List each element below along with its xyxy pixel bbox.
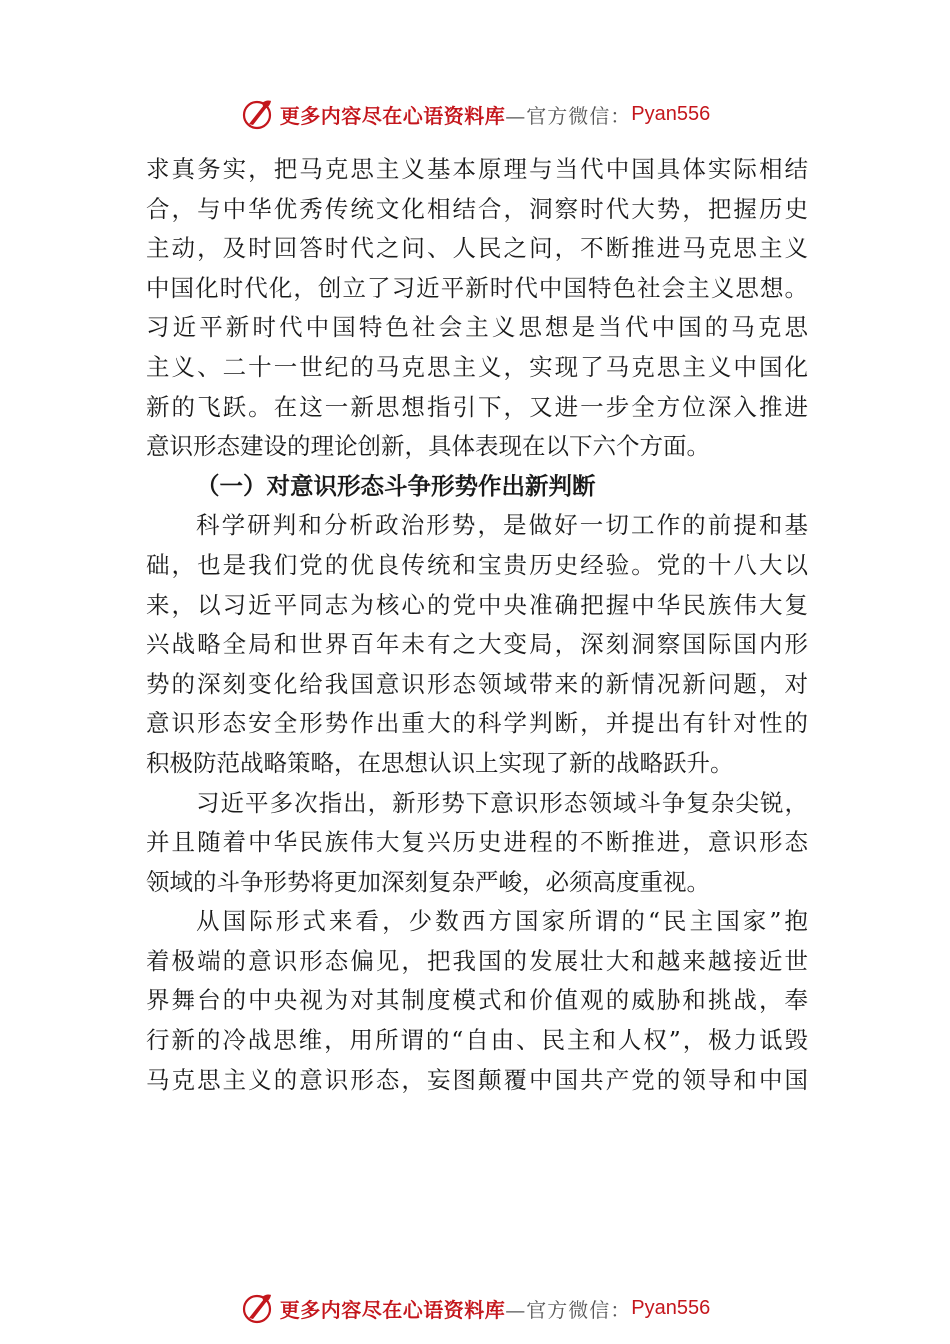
- banner-wechat-label: —官方微信：: [505, 1297, 632, 1322]
- paragraph-line: 兴战略全局和世界百年未有之大变局，深刻洞察国际国内形: [146, 630, 808, 659]
- quill-logo-icon: [240, 97, 274, 131]
- paragraph-line: 着极端的意识形态偏见，把我国的发展壮大和越来越接近世: [146, 946, 808, 975]
- banner-wechat-label: —官方微信：: [505, 103, 632, 128]
- document-body: [146, 150, 808, 1100]
- paragraph-line: 从国际形式来看，少数西方国家所谓的“民主国家”抱: [196, 907, 808, 936]
- paragraph-line: 意识形态建设的理论创新，具体表现在以下六个方面。: [146, 432, 710, 461]
- paragraph-line: 界舞台的中央视为对其制度模式和价值观的威胁和挑战，奉: [146, 986, 808, 1015]
- paragraph-line: 行新的冷战思维，用所谓的“自由、民主和人权”，极力诋毁: [146, 1026, 808, 1055]
- paragraph-line: 求真务实，把马克思主义基本原理与当代中国具体实际相结: [146, 155, 808, 183]
- paragraph-line: 领域的斗争形势将更加深刻复杂严峻，必须高度重视。: [146, 867, 710, 896]
- paragraph-line: 积极防范战略策略，在思想认识上实现了新的战略跃升。: [146, 748, 734, 777]
- quill-logo-icon: [240, 1291, 274, 1325]
- paragraph-line: 主动，及时回答时代之问、人民之问，不断推进马克思主义: [146, 234, 808, 263]
- paragraph-line: 习近平多次指出，新形势下意识形态领域斗争复杂尖锐，: [196, 788, 808, 817]
- section-heading: （一）对意识形态斗争形势作出新判断: [196, 471, 596, 500]
- paragraph-line: 来，以习近平同志为核心的党中央准确把握中华民族伟大复: [146, 590, 808, 619]
- paragraph-line: 中国化时代化，创立了习近平新时代中国特色社会主义思想。: [146, 273, 808, 302]
- banner-wechat-id: Pyan556: [631, 1296, 711, 1319]
- header-banner: [0, 94, 950, 134]
- paragraph-line: 并且随着中华民族伟大复兴历史进程的不断推进，意识形态: [146, 828, 808, 857]
- paragraph-line: 习近平新时代中国特色社会主义思想是当代中国的马克思: [146, 313, 808, 342]
- banner-wechat-id: Pyan556: [631, 102, 711, 125]
- paragraph-line: 马克思主义的意识形态，妄图颠覆中国共产党的领导和中国: [146, 1065, 808, 1094]
- paragraph-line: 科学研判和分析政治形势，是做好一切工作的前提和基: [196, 511, 808, 540]
- paragraph-line: 主义、二十一世纪的马克思主义，实现了马克思主义中国化: [146, 352, 808, 381]
- paragraph-line: 意识形态安全形势作出重大的科学判断，并提出有针对性的: [146, 709, 808, 738]
- paragraph-line: 合，与中华优秀传统文化相结合，洞察时代大势，把握历史: [146, 194, 808, 223]
- banner-brand-text: 更多内容尽在心语资料库: [279, 103, 506, 128]
- paragraph-line: 势的深刻变化给我国意识形态领域带来的新情况新问题，对: [146, 669, 808, 698]
- footer-banner: [0, 1288, 950, 1328]
- paragraph-line: 新的飞跃。在这一新思想指引下，又进一步全方位深入推进: [146, 392, 808, 421]
- banner-brand-text: 更多内容尽在心语资料库: [279, 1297, 506, 1322]
- paragraph-line: 础，也是我们党的优良传统和宝贵历史经验。党的十八大以: [146, 550, 808, 579]
